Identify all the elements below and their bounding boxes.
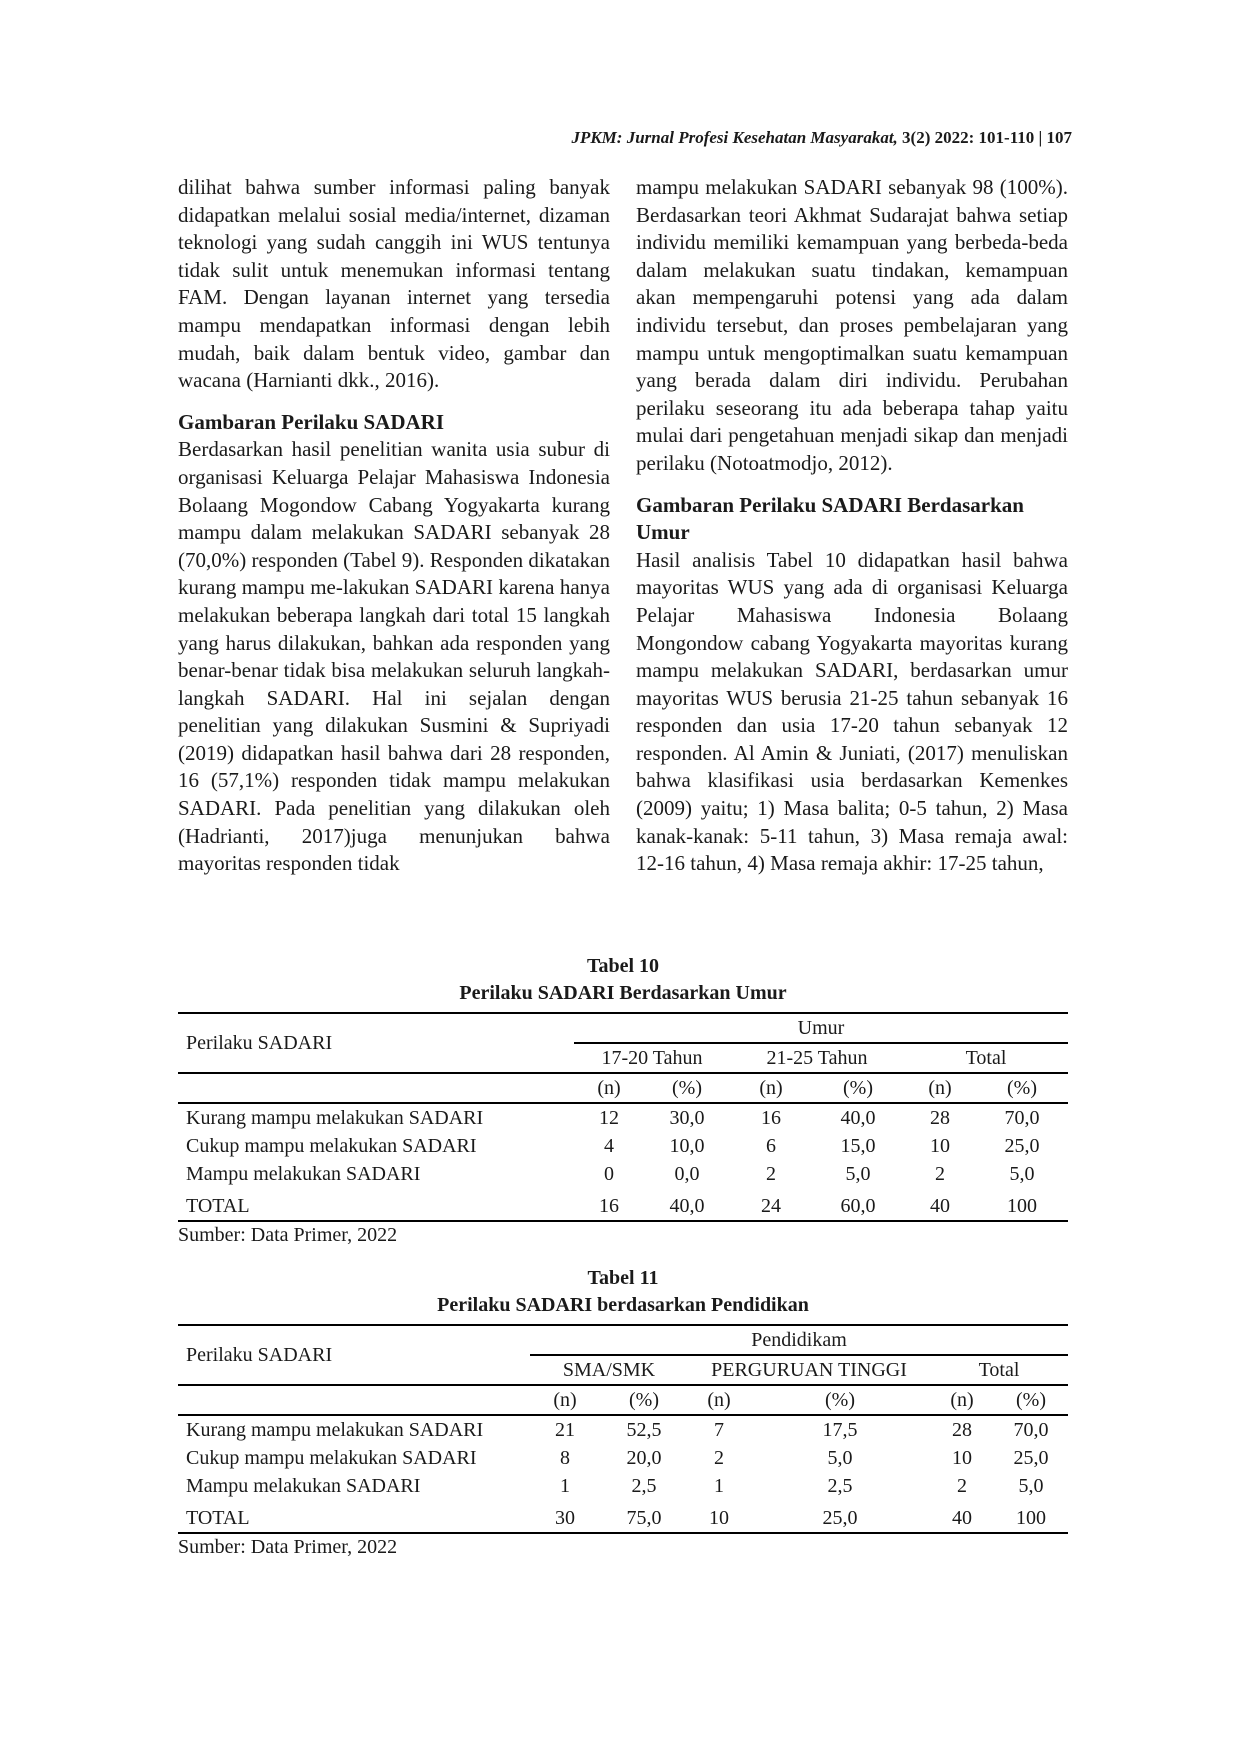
unit-cell: (%) bbox=[843, 1077, 873, 1099]
table-11 bbox=[178, 1265, 1068, 1560]
unit-cell: (%) bbox=[672, 1077, 702, 1099]
table-row bbox=[178, 1472, 1068, 1500]
cell: 10 bbox=[709, 1507, 729, 1529]
group-header: Pendidikam bbox=[530, 1325, 1068, 1355]
cell: 16 bbox=[761, 1107, 781, 1129]
cell: 28 bbox=[930, 1107, 950, 1129]
col-group-3: Total bbox=[904, 1043, 1068, 1073]
cell: 5,0 bbox=[1018, 1475, 1044, 1497]
row-header: Perilaku SADARI bbox=[186, 1344, 333, 1366]
cell: 40,0 bbox=[840, 1107, 876, 1129]
row-label: Cukup mampu melakukan SADARI bbox=[186, 1135, 477, 1157]
cell: 5,0 bbox=[1009, 1163, 1035, 1185]
unit-cell: (%) bbox=[1007, 1077, 1037, 1099]
cell: 2 bbox=[766, 1163, 776, 1185]
unit-cell: (n) bbox=[928, 1077, 952, 1099]
table-11-source: Sumber: Data Primer, 2022 bbox=[178, 1536, 398, 1558]
section-heading-sadari: Gambaran Perilaku SADARI bbox=[178, 409, 445, 434]
cell: 5,0 bbox=[827, 1447, 853, 1469]
cell: 16 bbox=[599, 1195, 619, 1217]
cell: 30 bbox=[555, 1507, 575, 1529]
row-label: Mampu melakukan SADARI bbox=[186, 1475, 421, 1497]
cell: 10 bbox=[930, 1135, 950, 1157]
cell: 2 bbox=[714, 1447, 724, 1469]
row-label: Kurang mampu melakukan SADARI bbox=[186, 1107, 484, 1129]
cell: 5,0 bbox=[845, 1163, 871, 1185]
cell: 2 bbox=[935, 1163, 945, 1185]
journal-name: JPKM: Jurnal Profesi Kesehatan Masyarakat, bbox=[571, 128, 898, 147]
cell: 25,0 bbox=[1013, 1447, 1049, 1469]
table-10-number: Tabel 10 bbox=[586, 955, 660, 977]
table-10-grid bbox=[178, 1012, 1068, 1222]
cell: 40 bbox=[930, 1195, 950, 1217]
cell: 0,0 bbox=[674, 1163, 700, 1185]
cell: 25,0 bbox=[822, 1507, 858, 1529]
cell: 100 bbox=[1007, 1195, 1037, 1217]
table-row bbox=[178, 1444, 1068, 1472]
cell: 60,0 bbox=[840, 1195, 876, 1217]
table-row bbox=[178, 1132, 1068, 1160]
unit-cell: (n) bbox=[950, 1389, 974, 1411]
cell: 6 bbox=[766, 1135, 776, 1157]
table-row-total bbox=[178, 1500, 1068, 1533]
cell: 25,0 bbox=[1004, 1135, 1040, 1157]
left-paragraph-2: Berdasarkan hasil penelitian wanita usia subur di organisasi Keluarga Pelajar Mahasiswa Indonesia Bolaang Mogondow Cabang Yogyakarta kurang mampu dalam melakukan SADARI sebanyak 28 (70,0%) responden (Tabel 9). Responden dikatakan kurang mampu me-lakukan SADARI karena hanya melakukan beberapa langkah dari total 15 langkah yang harus dilakukan, bahkan ada responden yang benar-benar tidak bisa melakukan seluruh langkah-langkah SADARI. Hal ini sejalan dengan penelitian yang dilakukan Susmini & Supriyadi (2019) didapatkan hasil bahwa dari 28 responden, 16 (57,1%) responden tidak mampu melakukan SADARI. Pada penelitian yang dilakukan oleh (Hadrianti, 2017)juga menunjukan bahwa mayoritas responden tidak bbox=[178, 437, 610, 876]
cell: 12 bbox=[599, 1107, 619, 1129]
cell: 0 bbox=[604, 1163, 614, 1185]
col-group-1: SMA/SMK bbox=[530, 1355, 688, 1385]
table-row bbox=[178, 1415, 1068, 1444]
right-paragraph-2: Hasil analisis Tabel 10 didapatkan hasil bahwa mayoritas WUS yang ada di organisasi Keluarga Pelajar Mahasiswa Indonesia Bolaang Mongondow cabang Yogyakarta mayoritas kurang mampu melakukan SADARI, berdasarkan umur mayoritas WUS berusia 21-25 tahun sebanyak 16 responden dan usia 17-20 tahun sebanyak 12 responden. Al Amin & Juniati, (2017) menuliskan bahwa klasifikasi usia berdasarkan Kemenkes (2009) yaitu; 1) Masa balita; 0-5 tahun, 2) Masa kanak-kanak: 5-11 tahun, 3) Masa remaja awal: 12-16 tahun, 4) Masa remaja akhir: 17-25 tahun, bbox=[636, 547, 1068, 876]
cell: 70,0 bbox=[1004, 1107, 1040, 1129]
right-column bbox=[636, 174, 1068, 878]
cell: 75,0 bbox=[626, 1507, 662, 1529]
row-label: TOTAL bbox=[186, 1507, 250, 1529]
cell: 4 bbox=[604, 1135, 614, 1157]
cell: 7 bbox=[714, 1419, 724, 1441]
journal-citation: 3(2) 2022: 101-110 | 107 bbox=[897, 128, 1072, 147]
row-label: Mampu melakukan SADARI bbox=[186, 1163, 421, 1185]
cell: 8 bbox=[560, 1447, 570, 1469]
cell: 30,0 bbox=[669, 1107, 705, 1129]
cell: 21 bbox=[555, 1419, 575, 1441]
table-row-total bbox=[178, 1188, 1068, 1221]
cell: 1 bbox=[560, 1475, 570, 1497]
table-row bbox=[178, 1103, 1068, 1132]
row-label: Cukup mampu melakukan SADARI bbox=[186, 1447, 477, 1469]
cell: 70,0 bbox=[1013, 1419, 1049, 1441]
unit-cell: (n) bbox=[597, 1077, 621, 1099]
row-label: TOTAL bbox=[186, 1195, 250, 1217]
cell: 20,0 bbox=[626, 1447, 662, 1469]
table-10-title: Perilaku SADARI Berdasarkan Umur bbox=[459, 982, 787, 1004]
col-group-2: PERGURUAN TINGGI bbox=[688, 1355, 930, 1385]
table-11-title: Perilaku SADARI berdasarkan Pendidikan bbox=[437, 1294, 809, 1316]
cell: 40 bbox=[952, 1507, 972, 1529]
cell: 10,0 bbox=[669, 1135, 705, 1157]
cell: 10 bbox=[952, 1447, 972, 1469]
unit-cell: (%) bbox=[1016, 1389, 1046, 1411]
table-11-grid bbox=[178, 1324, 1068, 1534]
left-column bbox=[178, 174, 610, 878]
table-row bbox=[178, 1160, 1068, 1188]
unit-cell: (n) bbox=[759, 1077, 783, 1099]
cell: 100 bbox=[1016, 1507, 1046, 1529]
cell: 40,0 bbox=[669, 1195, 705, 1217]
group-header: Umur bbox=[574, 1013, 1068, 1043]
cell: 24 bbox=[761, 1195, 781, 1217]
col-group-2: 21-25 Tahun bbox=[730, 1043, 904, 1073]
section-heading-umur: Gambaran Perilaku SADARI Berdasarkan Umur bbox=[636, 492, 1024, 545]
col-group-1: 17-20 Tahun bbox=[574, 1043, 730, 1073]
running-head bbox=[571, 128, 1072, 148]
unit-cell: (n) bbox=[707, 1389, 731, 1411]
cell: 17,5 bbox=[822, 1419, 858, 1441]
table-10-source: Sumber: Data Primer, 2022 bbox=[178, 1224, 398, 1246]
cell: 2,5 bbox=[631, 1475, 657, 1497]
cell: 52,5 bbox=[626, 1419, 662, 1441]
cell: 1 bbox=[714, 1475, 724, 1497]
col-group-3: Total bbox=[930, 1355, 1068, 1385]
row-header: Perilaku SADARI bbox=[186, 1032, 333, 1054]
right-paragraph-1: mampu melakukan SADARI sebanyak 98 (100%). Berdasarkan teori Akhmat Sudarajat bahwa setiap individu memiliki kemampuan yang berbeda-beda dalam melakukan suatu tindakan, kemampuan akan mempengaruhi potensi yang ada dalam individu tersebut, dan proses pembelajaran yang mampu untuk mengoptimalkan suatu kemampuan yang berada dalam diri individu. Perubahan perilaku seseorang itu ada beberapa tahap yaitu mulai dari pengetahuan menjadi sikap dan menjadi perilaku (Notoatmodjo, 2012). bbox=[636, 175, 1068, 475]
unit-cell: (%) bbox=[825, 1389, 855, 1411]
unit-cell: (%) bbox=[629, 1389, 659, 1411]
table-10 bbox=[178, 953, 1068, 1248]
cell: 2,5 bbox=[827, 1475, 853, 1497]
cell: 15,0 bbox=[840, 1135, 876, 1157]
left-paragraph-1: dilihat bahwa sumber informasi paling banyak didapatkan melalui sosial media/internet, dizaman teknologi yang sudah canggih ini WUS tentunya tidak sulit untuk menemukan informasi tentang FAM. Dengan layanan internet yang tersedia mampu mendapatkan informasi dengan lebih mudah, baik dalam bentuk video, gambar dan wacana (Harnianti dkk., 2016). bbox=[178, 175, 610, 393]
unit-cell: (n) bbox=[553, 1389, 577, 1411]
cell: 28 bbox=[952, 1419, 972, 1441]
row-label: Kurang mampu melakukan SADARI bbox=[186, 1419, 484, 1441]
table-11-number: Tabel 11 bbox=[587, 1267, 659, 1289]
cell: 2 bbox=[957, 1475, 967, 1497]
